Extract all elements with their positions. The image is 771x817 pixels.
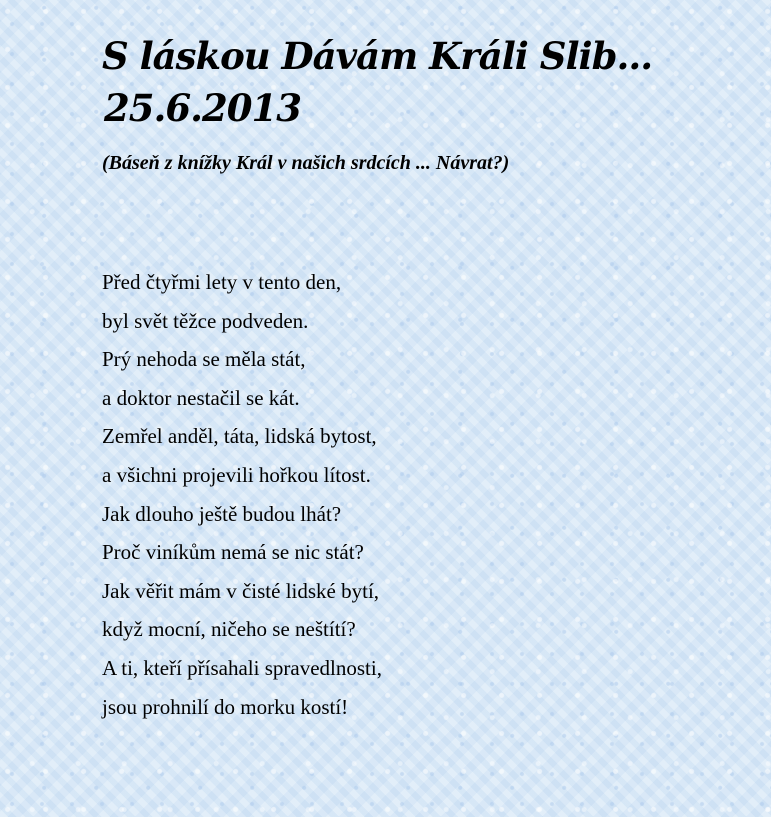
poem-source-subtitle: (Báseň z knížky Král v našich srdcích ... Návrat?): [102, 152, 510, 174]
poem-line: Proč viníkům nemá se nic stát?: [102, 540, 364, 565]
poem-line: a doktor nestačil se kát.: [102, 385, 300, 410]
poem-line: Zemřel anděl, táta, lidská bytost,: [102, 424, 377, 449]
poem-line: jsou prohnilí do morku kostí!: [102, 694, 349, 719]
poem-line: a všichni projevili hořkou lítost.: [102, 462, 371, 487]
poem-line: Prý nehoda se měla stát,: [102, 347, 306, 372]
poem-line: když mocní, ničeho se neštítí?: [102, 617, 356, 642]
poem-line: Jak věřit mám v čisté lidské bytí,: [102, 578, 380, 603]
poem-page: [102, 30, 742, 726]
poem-line: byl svět těžce podveden.: [102, 308, 309, 333]
title-text: S láskou Dávám Králi Slib...: [102, 34, 653, 78]
page-title: [102, 30, 742, 134]
poem-line: A ti, kteří přísahali spravedlnosti,: [102, 655, 382, 680]
poem-line: Jak dlouho ještě budou lhát?: [102, 501, 342, 526]
poem-line: Před čtyřmi lety v tento den,: [102, 270, 342, 294]
poem-body: [102, 263, 742, 726]
title-date: 25.6.2013: [104, 86, 301, 130]
